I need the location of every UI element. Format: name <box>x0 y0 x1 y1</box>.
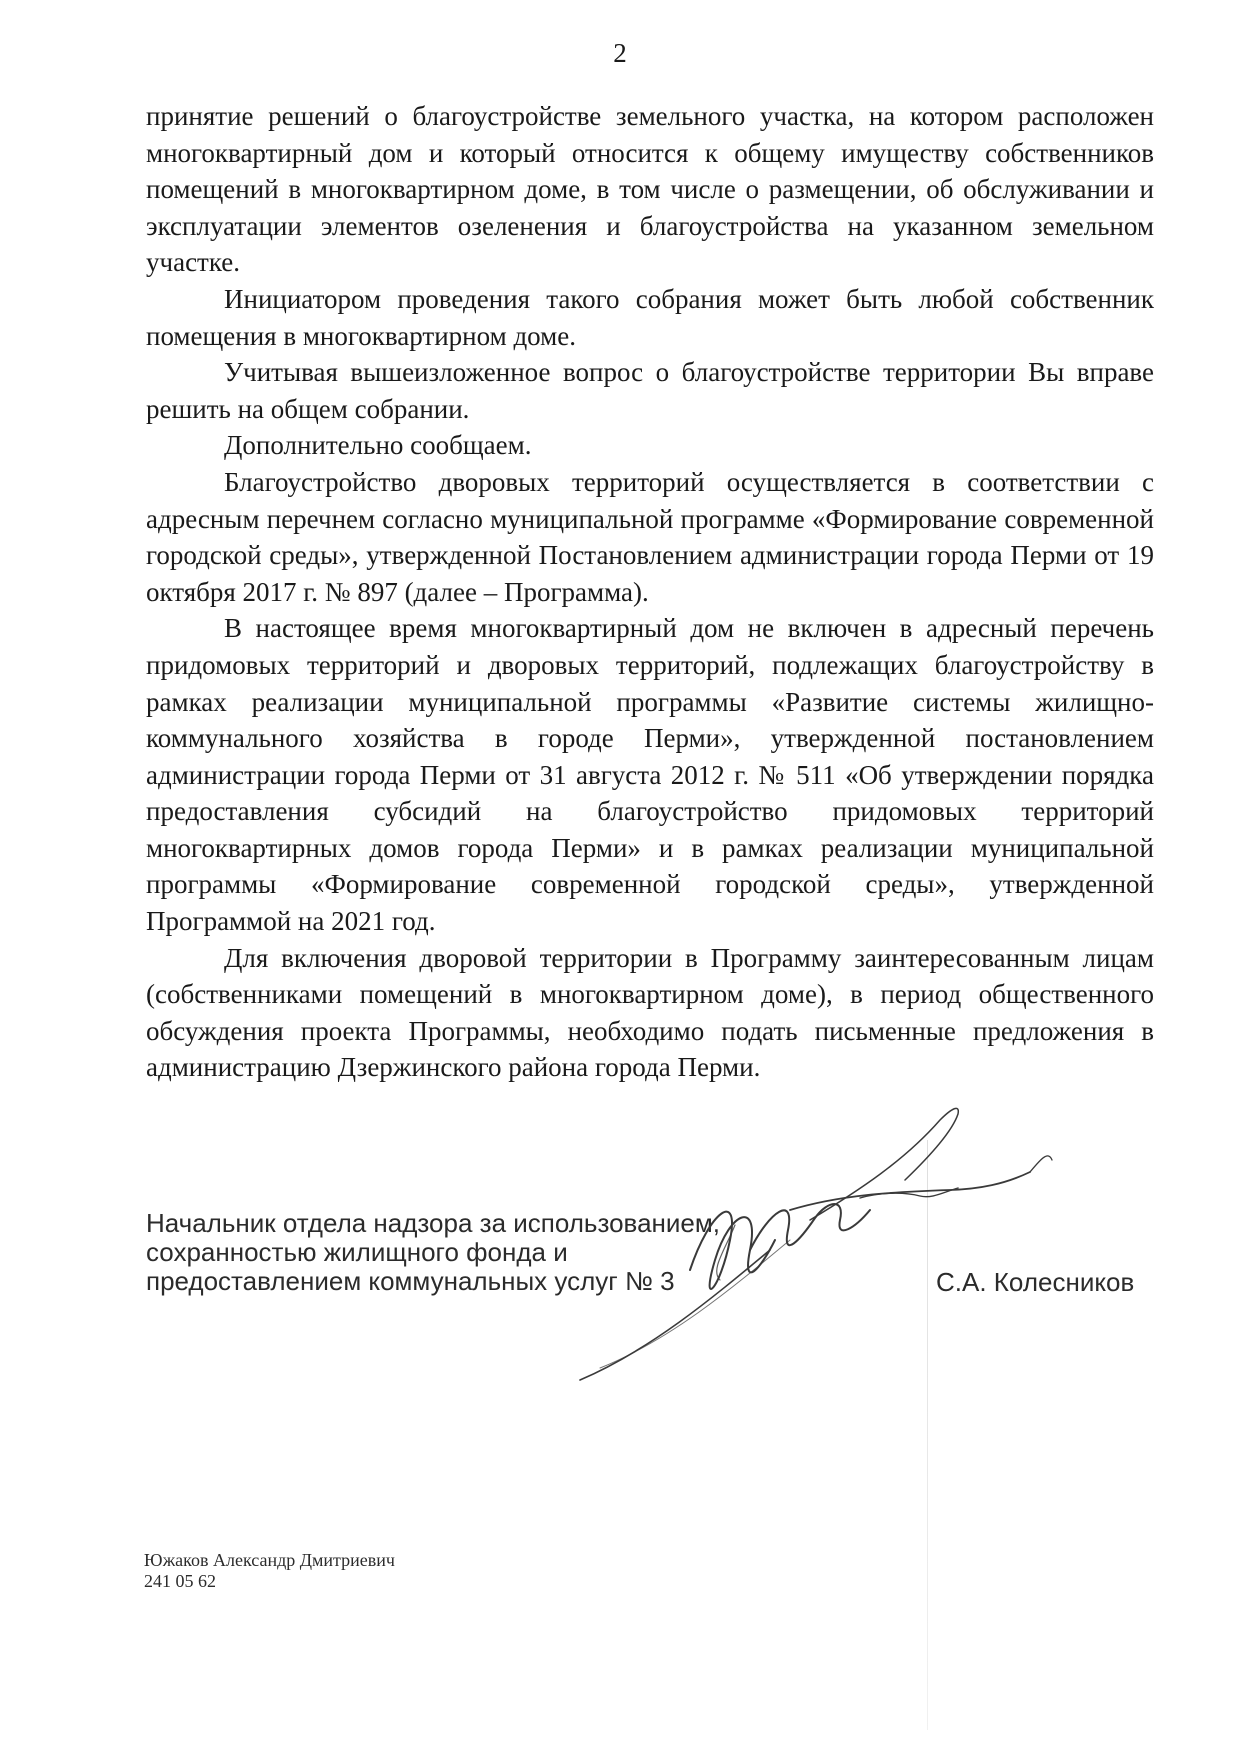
paragraph-2: Инициатором проведения такого собрания может быть любой собственник помещения в многоквартирном доме. <box>146 283 1154 351</box>
paragraph-6: В настоящее время многоквартирный дом не включен в адресный перечень придомовых территорий и дворовых территорий, подлежащих благоустройству в рамках реализации муниципальной программы «Развитие системы жилищно-коммунального хозяйства в городе Перми», утвержденной постановлением администрации города Перми от 31 августа 2012 г. № 511 «Об утверждении порядка предоставления субсидий на благоустройство придомовых территорий многоквартирных домов города Перми» и в рамках реализации муниципальной программы «Формирование современной городской среды», утвержденной Программой на 2021 год. <box>146 613 1154 937</box>
paragraph-3: Учитывая вышеизложенное вопрос о благоустройстве территории Вы вправе решить на общем собрании. <box>146 357 1154 424</box>
position-line-1: Начальник отдела надзора за использованием, <box>146 1208 720 1238</box>
page-number: 2 <box>613 38 627 68</box>
executor-name: Южаков Александр Дмитриевич <box>144 1550 395 1570</box>
signer-name: С.А. Колесников <box>936 1267 1135 1297</box>
position-line-2: сохранностью жилищного фонда и <box>146 1237 568 1267</box>
paragraph-7: Для включения дворовой территории в Программу заинтересованным лицам (собственниками помещений в многоквартирном доме), в период общественного обсуждения проекта Программы, необходимо подать письменные предложения в администрацию Дзержинского района города Перми. <box>146 942 1154 1083</box>
executor-info <box>144 1550 395 1592</box>
executor-phone: 241 05 62 <box>144 1571 216 1591</box>
position-line-3: предоставлением коммунальных услуг № 3 <box>146 1266 675 1296</box>
paragraph-4: Дополнительно сообщаем. <box>224 430 532 461</box>
handwritten-signature <box>560 1100 1100 1420</box>
paragraph-5: Благоустройство дворовых территорий осуществляется в соответствии с адресным перечнем согласно муниципальной программе «Формирование современной городской среды», утвержденной Постановлением администрации города Перми от 19 октября 2017 г. № 897 (далее – Программа). <box>146 466 1154 607</box>
paragraph-1: принятие решений о благоустройстве земельного участка, на котором расположен многоквартирный дом и который относится к общему имуществу собственников помещений в многоквартирном доме, в том числе о размещении, об обслуживании и эксплуатации элементов озеленения и благоустройства на указанном земельном участке. <box>146 101 1154 278</box>
letter-body <box>146 98 1154 1086</box>
